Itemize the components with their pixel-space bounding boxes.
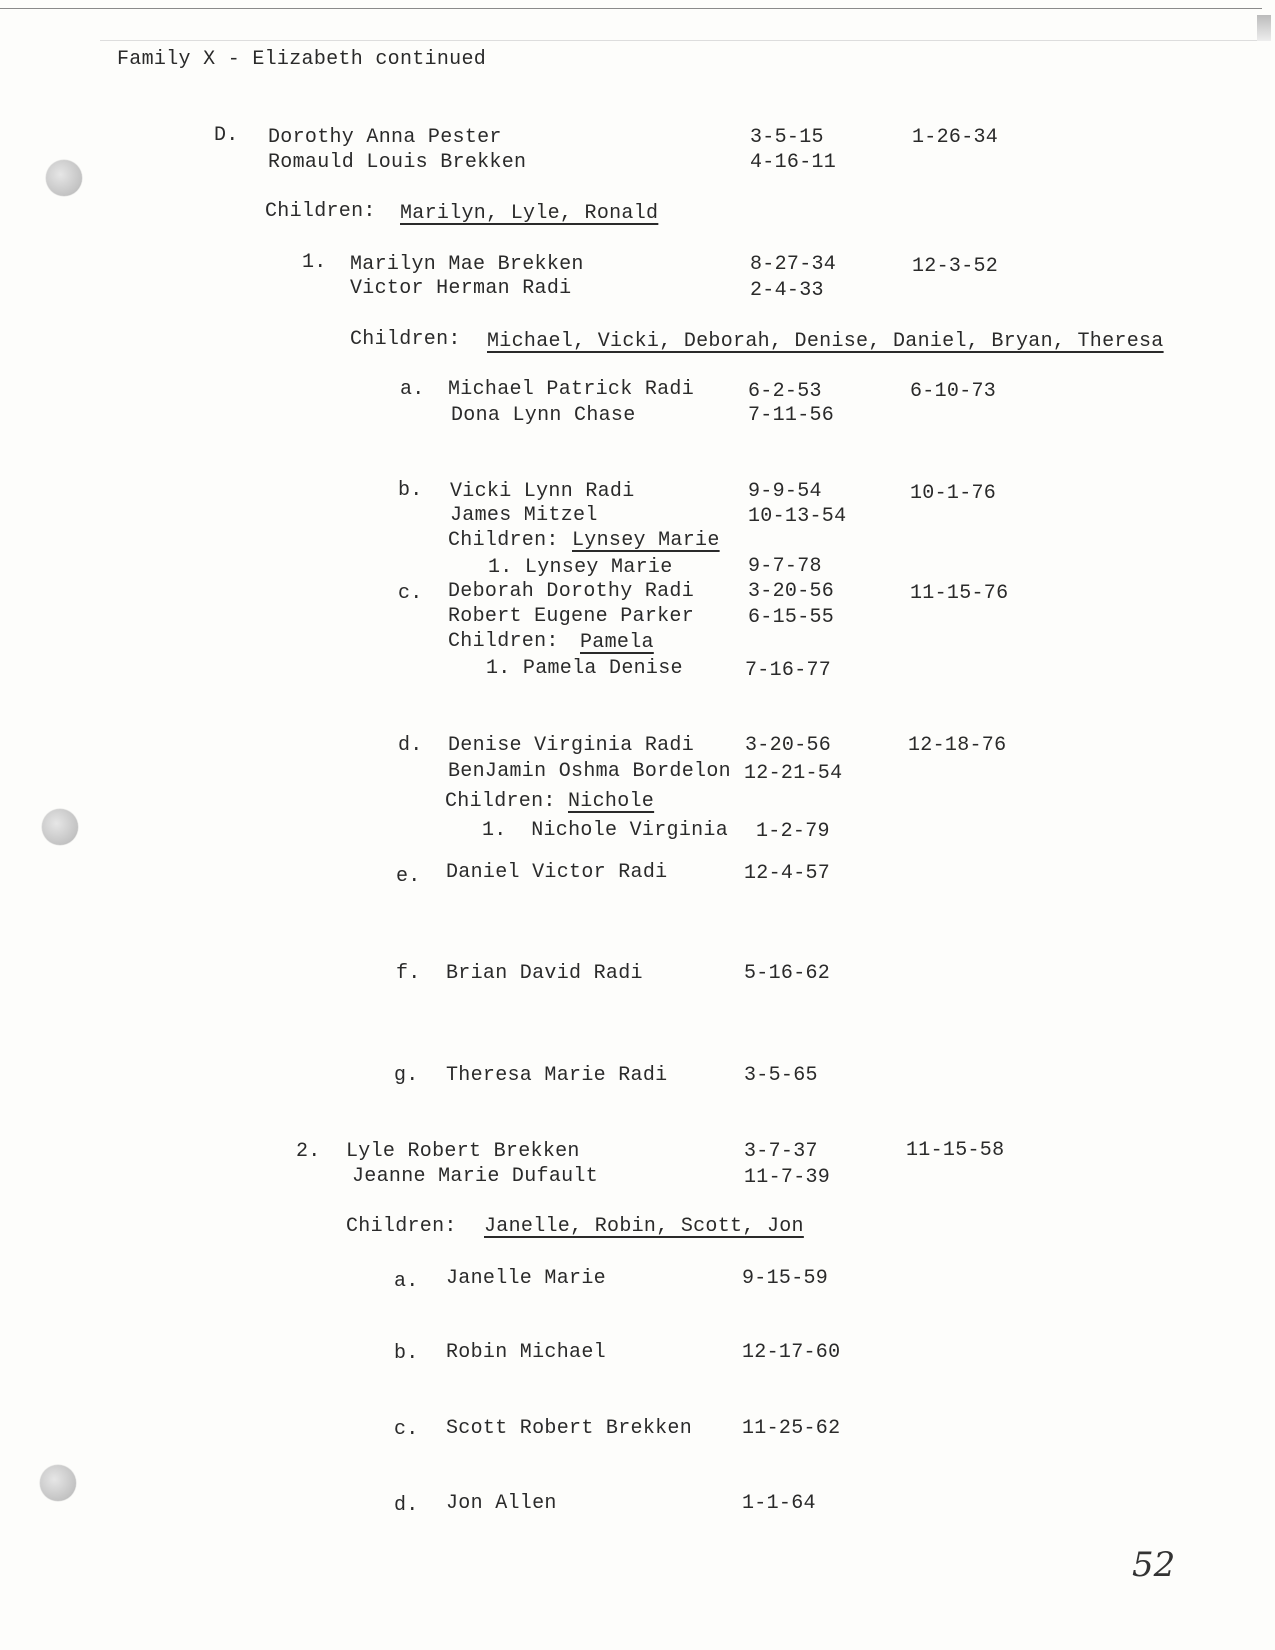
person-name: Lyle Robert Brekken bbox=[346, 1140, 580, 1163]
entry-marker: a. bbox=[394, 1270, 419, 1293]
top-edge-line bbox=[0, 8, 1262, 9]
spouse-name: Robert Eugene Parker bbox=[448, 605, 695, 628]
children-label: Children: bbox=[445, 790, 556, 813]
entry-marker: f. bbox=[396, 962, 421, 985]
birth-date: 12-4-57 bbox=[744, 862, 831, 885]
spouse-birth-date: 7-11-56 bbox=[748, 404, 835, 427]
spouse-birth-date: 4-16-11 bbox=[750, 151, 837, 174]
top-edge-line-faint bbox=[100, 40, 1262, 41]
children-list: Michael, Vicki, Deborah, Denise, Daniel, Bryan, Theresa bbox=[487, 330, 1164, 353]
marriage-date: 1-26-34 bbox=[912, 126, 999, 149]
birth-date: 9-15-59 bbox=[742, 1267, 829, 1290]
birth-date: 11-25-62 bbox=[742, 1417, 841, 1440]
person-name: Daniel Victor Radi bbox=[446, 861, 668, 884]
child-entry: 1. Lynsey Marie bbox=[488, 556, 673, 579]
person-name: Janelle Marie bbox=[446, 1267, 606, 1290]
spouse-name: Romauld Louis Brekken bbox=[268, 151, 527, 174]
birth-date: 3-7-37 bbox=[744, 1140, 818, 1163]
children-label: Children: bbox=[448, 630, 559, 653]
birth-date: 3-5-65 bbox=[744, 1064, 818, 1087]
children-label: Children: bbox=[346, 1215, 457, 1238]
marriage-date: 11-15-58 bbox=[906, 1139, 1005, 1162]
spouse-birth-date: 6-15-55 bbox=[748, 606, 835, 629]
spouse-name: Jeanne Marie Dufault bbox=[352, 1165, 599, 1188]
birth-date: 12-17-60 bbox=[742, 1341, 841, 1364]
birth-date: 3-20-56 bbox=[745, 734, 832, 757]
spouse-name: BenJamin Oshma Bordelon bbox=[448, 760, 731, 783]
person-name: Scott Robert Brekken bbox=[446, 1417, 693, 1440]
entry-marker: 1. bbox=[302, 251, 327, 274]
marriage-date: 11-15-76 bbox=[910, 582, 1009, 605]
birth-date: 5-16-62 bbox=[744, 962, 831, 985]
entry-marker: D. bbox=[214, 124, 239, 147]
person-name: Brian David Radi bbox=[446, 962, 643, 985]
spouse-name: Victor Herman Radi bbox=[350, 277, 572, 300]
entry-marker: 2. bbox=[296, 1140, 321, 1163]
page-corner-mark bbox=[1257, 15, 1271, 41]
entry-marker: e. bbox=[396, 865, 421, 888]
person-name: Deborah Dorothy Radi bbox=[448, 580, 695, 603]
spouse-name: Dona Lynn Chase bbox=[451, 404, 636, 427]
entry-marker: c. bbox=[394, 1418, 419, 1441]
birth-date: 1-1-64 bbox=[742, 1492, 816, 1515]
binder-hole bbox=[40, 1465, 76, 1501]
person-name: Theresa Marie Radi bbox=[446, 1064, 668, 1087]
person-name: Michael Patrick Radi bbox=[448, 378, 695, 401]
person-name: Denise Virginia Radi bbox=[448, 734, 695, 757]
marriage-date: 12-18-76 bbox=[908, 734, 1007, 757]
children-list: Marilyn, Lyle, Ronald bbox=[400, 202, 659, 225]
child-birth-date: 1-2-79 bbox=[756, 820, 830, 843]
spouse-birth-date: 10-13-54 bbox=[748, 505, 847, 528]
birth-date: 3-5-15 bbox=[750, 126, 824, 149]
birth-date: 8-27-34 bbox=[750, 253, 837, 276]
marriage-date: 12-3-52 bbox=[912, 255, 999, 278]
person-name: Marilyn Mae Brekken bbox=[350, 253, 584, 276]
person-name: Jon Allen bbox=[446, 1492, 557, 1515]
entry-marker: b. bbox=[398, 479, 423, 502]
children-label: Children: bbox=[350, 328, 461, 351]
entry-marker: b. bbox=[394, 1342, 419, 1365]
birth-date: 6-2-53 bbox=[748, 380, 822, 403]
spouse-name: James Mitzel bbox=[450, 504, 598, 527]
entry-marker: a. bbox=[400, 378, 425, 401]
marriage-date: 10-1-76 bbox=[910, 482, 997, 505]
children-label: Children: bbox=[448, 529, 559, 552]
entry-marker: d. bbox=[398, 734, 423, 757]
person-name: Robin Michael bbox=[446, 1341, 606, 1364]
entry-marker: c. bbox=[398, 582, 423, 605]
spouse-birth-date: 2-4-33 bbox=[750, 279, 824, 302]
page-header: Family X - Elizabeth continued bbox=[117, 48, 487, 71]
birth-date: 9-9-54 bbox=[748, 480, 822, 503]
binder-hole bbox=[42, 809, 78, 845]
child-entry: 1. Nichole Virginia bbox=[482, 819, 729, 842]
person-name: Vicki Lynn Radi bbox=[450, 480, 635, 503]
children-label: Children: bbox=[265, 200, 376, 223]
page-number: 52 bbox=[1132, 1545, 1176, 1585]
children-list: Nichole bbox=[568, 790, 655, 813]
entry-marker: d. bbox=[394, 1494, 419, 1517]
entry-marker: g. bbox=[394, 1064, 419, 1087]
children-list: Pamela bbox=[580, 631, 654, 654]
child-birth-date: 7-16-77 bbox=[745, 659, 832, 682]
children-list: Lynsey Marie bbox=[572, 529, 720, 552]
child-entry: 1. Pamela Denise bbox=[486, 657, 683, 680]
birth-date: 3-20-56 bbox=[748, 580, 835, 603]
binder-hole bbox=[46, 160, 82, 196]
spouse-birth-date: 11-7-39 bbox=[744, 1166, 831, 1189]
children-list: Janelle, Robin, Scott, Jon bbox=[484, 1215, 804, 1238]
marriage-date: 6-10-73 bbox=[910, 380, 997, 403]
child-birth-date: 9-7-78 bbox=[748, 555, 822, 578]
person-name: Dorothy Anna Pester bbox=[268, 126, 502, 149]
spouse-birth-date: 12-21-54 bbox=[744, 762, 843, 785]
